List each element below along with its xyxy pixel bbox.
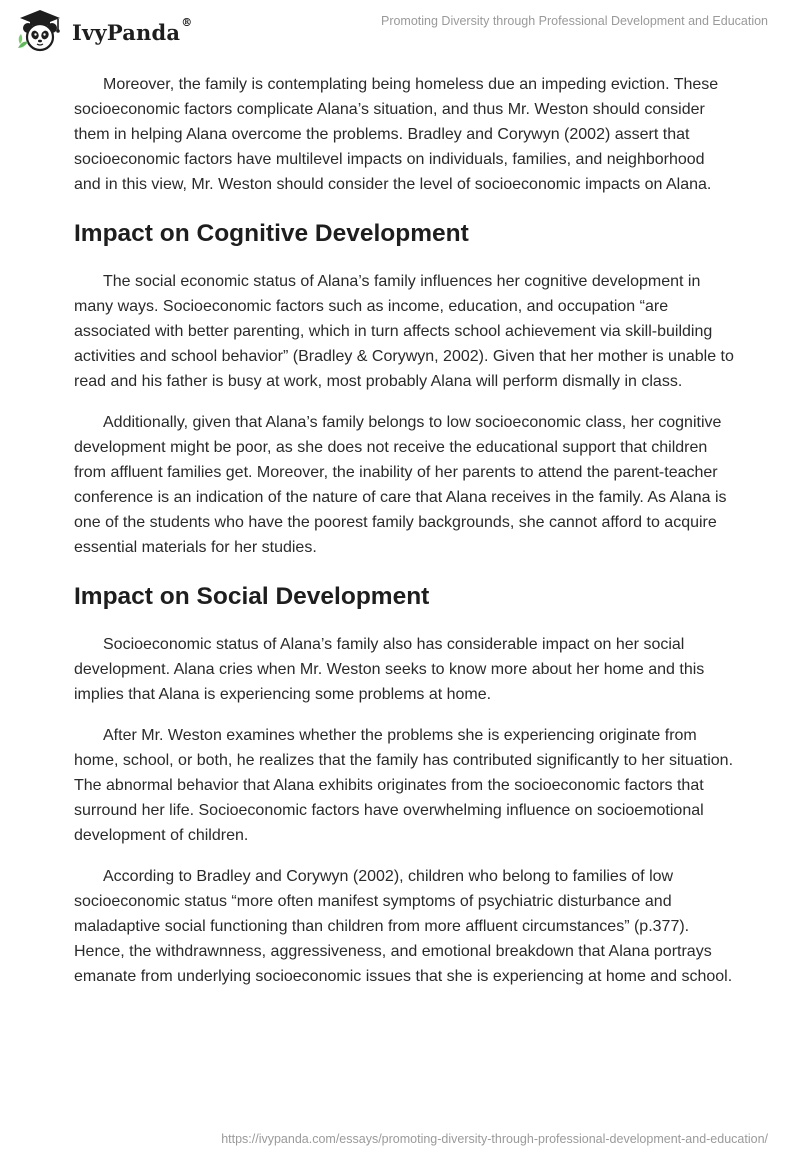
paragraph: According to Bradley and Corywyn (2002), children who belong to families of low socioeconomic status “more often manifest symptoms of psychiatric disturbance and maladaptive social functioning than children from more affluent circumstances” (p.377). Hence, the withdrawnness, aggressiveness, and emotional breakdown that Alana portrays emanate from underlying socioeconomic issues that she is experiencing at home and school. bbox=[74, 868, 733, 985]
logo-wordmark: IvyPanda® bbox=[72, 15, 193, 45]
paragraph: After Mr. Weston examines whether the problems she is experiencing originate from home, school, or both, he realizes that the family has contributed significantly to her situation. The abnormal behavior that Alana exhibits originates from the socioeconomic factors that surround her life. Socioeconomic factors have overwhelming influence on socioemotional development of children. bbox=[74, 727, 734, 844]
panda-graduate-icon bbox=[14, 8, 66, 52]
document-title: Promoting Diversity through Professional Development and Education bbox=[380, 14, 768, 28]
source-url[interactable]: https://ivypanda.com/essays/promoting-diversity-through-professional-development-and-education/ bbox=[221, 1132, 768, 1146]
ivypanda-logo[interactable] bbox=[14, 8, 192, 52]
page-header bbox=[0, 0, 800, 64]
paragraph: The social economic status of Alana’s family influences her cognitive development in many ways. Socioeconomic factors such as income, education, and occupation “are associated with better parenting, which in turn affects school achievement via skill-building activities and school behavior” (Bradley & Corywyn, 2002). Given that her mother is unable to read and his father is busy at work, most probably Alana will perform dismally in class. bbox=[74, 273, 734, 390]
section-heading-social: Impact on Social Development bbox=[74, 583, 430, 610]
essay-content bbox=[74, 72, 734, 1005]
paragraph: Additionally, given that Alana’s family belongs to low socioeconomic class, her cognitive development might be poor, as she does not receive the educational support that children from affluent families get. Moreover, the inability of her parents to attend the parent-teacher conference is an indication of the nature of care that Alana receives in the family. As Alana is one of the students who have the poorest family backgrounds, she cannot afford to acquire essential materials for her studies. bbox=[74, 414, 727, 556]
section-heading-cognitive: Impact on Cognitive Development bbox=[74, 220, 469, 247]
paragraph: Socioeconomic status of Alana’s family also has considerable impact on her social development. Alana cries when Mr. Weston seeks to know more about her home and this implies that Alana is experiencing some problems at home. bbox=[74, 636, 705, 703]
paragraph: Moreover, the family is contemplating being homeless due an impeding eviction. These socioeconomic factors complicate Alana’s situation, and thus Mr. Weston should consider them in helping Alana overcome the problems. Bradley and Corywyn (2002) assert that socioeconomic factors have multilevel impacts on individuals, families, and neighborhood and in this view, Mr. Weston should consider the level of socioeconomic impacts on Alana. bbox=[74, 76, 719, 193]
